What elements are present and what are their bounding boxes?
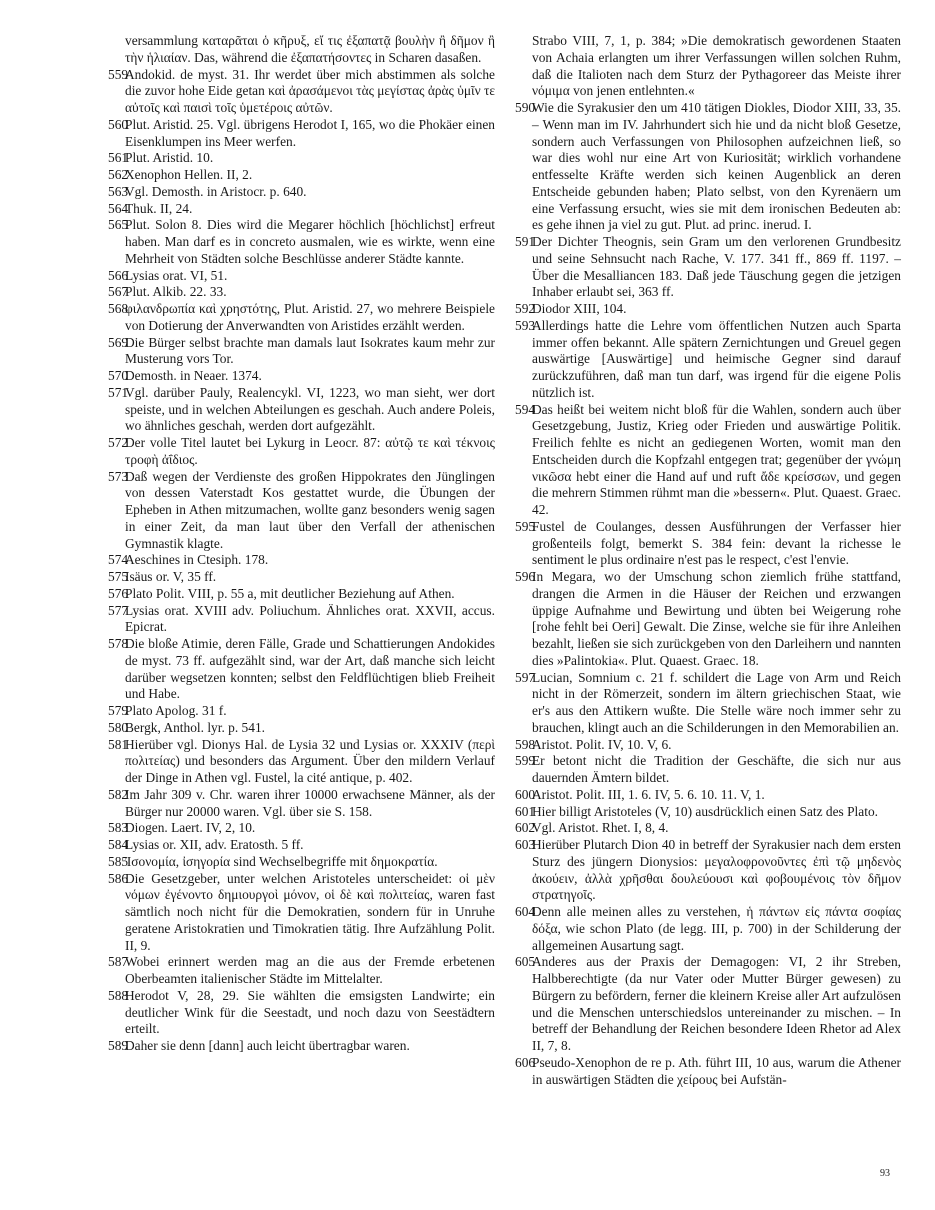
footnote-number: 590 xyxy=(515,100,536,115)
footnote-number: 561 xyxy=(108,150,129,166)
footnote-text: Daß wegen der Verdienste des großen Hippokrates den Jünglingen von dessen Vaterstadt Kos gestattet wurde, die Übungen der Epheben in Athen mitzumachen, wollte ganz besonders wenig sagen in einer Zeit, da man laut über den Verfall der athenischen Gymnastik klagte. xyxy=(125,468,495,551)
footnote-text: Die Gesetzgeber, unter welchen Aristoteles unterscheidet: οἱ μὲν νόμων ἐγένοντο δημιουργοὶ μόνον, οἱ δὲ καὶ πολιτείας, waren fast sämtlich noch nicht für die Demokratien, sondern für in Unruhe geratene Aristokratien und Timokratien tätig. Ihre Aufzählung Polit. II, 9. xyxy=(125,870,495,953)
footnote xyxy=(515,954,901,1055)
footnote-text: Hierüber vgl. Dionys Hal. de Lysia 32 und Lysias or. XXXIV (περὶ πολιτείας) und besonders das Argument. Über den mildern Verlauf der Dinge in Athen vgl. Fustel, la cité antique, p. 402. xyxy=(125,736,495,785)
footnote xyxy=(515,234,901,301)
footnote-column-left xyxy=(108,33,495,1055)
footnote-text: Xenophon Hellen. II, 2. xyxy=(125,167,253,182)
footnote-text: Bergk, Anthol. lyr. p. 541. xyxy=(125,719,265,735)
footnote xyxy=(515,737,901,754)
footnote-text: Wie die Syrakusier den um 410 tätigen Diokles, Diodor XIII, 33, 35. – Wenn man im IV. Jahrhundert sich hie und da nicht bloß Gesetze, sondern auch Verfassungen von Philosophen aufzeichnen ließ, so war dies wohl nur eine Art von Kuriosität; wirklich vorhandene entfesselte Kräfte werden sich keinen Augenblick an deren Entscheide gebunden haben; Plato selbst, von den Kyrenäern um eine Verfassung ersucht, wies sie mit dem ironischen Bedeuten ab: es gehe ihnen ja viel zu gut. Plut. ad princ. inerud. I. xyxy=(532,100,901,233)
footnote-text: Hier billigt Aristoteles (V, 10) ausdrücklich einen Satz des Plato. xyxy=(532,803,878,819)
footnote-text: Denn alle meinen alles zu verstehen, ἡ πάντων εἰς πάντα σοφίας δόξα, wie schon Plato (de legg. III, p. 700) in der Schilderung der allgemeinen Ausartung sagt. xyxy=(532,904,901,953)
footnote xyxy=(108,435,495,469)
footnote-number: 602 xyxy=(515,820,536,836)
footnote xyxy=(108,1038,495,1055)
footnote-text: Vgl. Aristot. Rhet. I, 8, 4. xyxy=(532,820,669,836)
footnote-number: 594 xyxy=(515,401,536,417)
footnote-number: 578 xyxy=(108,636,129,651)
footnote-text: Allerdings hatte die Lehre vom öffentlichen Nutzen auch Sparta immer offen bekannt. Alle spätern Zernichtungen und Greuel gegen auswärtige [Auswärtige] und heimische Gegner sind darauf zurückzuführen, daß man tun darf, was irgend für die eigene Polis nützlich ist. xyxy=(532,317,901,400)
footnote xyxy=(108,703,495,720)
footnote-number: 583 xyxy=(108,820,129,836)
footnote-number: 569 xyxy=(108,334,129,350)
footnote-number: 599 xyxy=(515,753,536,769)
footnote-number: 588 xyxy=(108,987,129,1003)
footnote xyxy=(108,820,495,837)
footnote-column-right xyxy=(515,33,901,1088)
footnote-number: 604 xyxy=(515,904,536,919)
footnote xyxy=(108,167,495,184)
footnote xyxy=(515,519,901,569)
footnote-number: 565 xyxy=(108,217,129,233)
footnote-text: Daher sie denn [dann] auch leicht übertragbar waren. xyxy=(125,1038,410,1053)
page-number: 93 xyxy=(880,1168,890,1179)
footnote-text: Lysias or. XII, adv. Eratosth. 5 ff. xyxy=(125,837,304,852)
footnote-text: Plut. Solon 8. Dies wird die Megarer höchlich [höchlichst] erfreut haben. Man darf es in concreto ausmalen, wie es wirkte, wenn eine Mehrheit von Städten solche Beschlüsse anderer Städte kannte. xyxy=(125,217,495,266)
footnote-number: 581 xyxy=(108,736,129,752)
footnote xyxy=(108,335,495,369)
footnote-text: Lysias orat. XVIII adv. Poliuchum. Ähnliches orat. XXVII, accus. Epicrat. xyxy=(125,602,495,635)
footnote-text: Andokid. de myst. 31. Ihr werdet über mich abstimmen als solche die zuvor hohe Eide getan καὶ ἀρασάμενοι τὰς μεγίστας ἀρὰς ὑμῖν τε αὐτοῖς καὶ παισὶ τοῖς ὑμετέροις αὐτῶν. xyxy=(125,66,496,115)
footnote xyxy=(515,837,901,904)
footnote-text: Plut. Alkib. 22. 33. xyxy=(125,284,227,300)
footnote-text: Die bloße Atimie, deren Fälle, Grade und Schattierungen Andokides de myst. 73 ff. aufgezählt sind, war der Art, daß manche sich leicht darüber wegsetzen konnten; selbst den Feldflüchtigen blieb Freiheit und Habe. xyxy=(125,636,495,702)
footnote-number: 564 xyxy=(108,200,129,216)
footnote xyxy=(108,737,495,787)
footnote xyxy=(108,469,495,553)
footnote xyxy=(108,552,495,569)
footnote-text: Die Bürger selbst brachte man damals laut Isokrates kaum mehr zur Musterung vors Tor. xyxy=(125,334,495,367)
footnote-text: Fustel de Coulanges, dessen Ausführungen der Verfasser hier großenteils folgt, bemerkt S. 384 fein: devant la richesse le sentiment le plus ordinaire n'est pas le respect, c'est l'envie. xyxy=(532,518,901,568)
footnote xyxy=(108,201,495,218)
footnote-continuation xyxy=(515,33,901,100)
footnote-number: 595 xyxy=(515,518,536,534)
footnote-number: 577 xyxy=(108,602,129,618)
footnote-number: 563 xyxy=(108,183,129,199)
footnote xyxy=(515,670,901,737)
footnote-text: Plato Apolog. 31 f. xyxy=(125,703,227,718)
footnote-text: Plato Polit. VIII, p. 55 a, mit deutlicher Beziehung auf Athen. xyxy=(125,585,455,601)
footnote-text: Vgl. darüber Pauly, Realencykl. VI, 1223, wo man sieht, wer dort speiste, und in welchen Abteilungen es geschah. Auch andere Poleis, wo ähnliches geschah, werden dort aufgezählt. xyxy=(125,384,495,434)
footnote-number: 567 xyxy=(108,284,129,300)
footnote-number: 603 xyxy=(515,837,536,852)
footnote xyxy=(515,301,901,318)
footnote-text: Plut. Aristid. 25. Vgl. übrigens Herodot I, 165, wo die Phokäer einen Eisenklumpen ins Meer werfen. xyxy=(125,116,495,149)
footnote xyxy=(108,636,495,703)
footnote xyxy=(108,787,495,821)
footnote-number: 560 xyxy=(108,116,129,132)
footnote-text: Aeschines in Ctesiph. 178. xyxy=(125,552,269,568)
footnote-number: 592 xyxy=(515,301,536,316)
footnote-number: 585 xyxy=(108,853,129,869)
footnote xyxy=(108,184,495,201)
footnote-text: In Megara, wo der Umschung schon ziemlich frühe stattfand, drangen die Armen in die Häuser der Reichen und erzwangen üppige Aufnahme und Bewirtung und übten bei Weigerung rohe [rohe fehlt bei Oeri] Gewalt. Die Zinse, welche sie für ihre Anleihen bezahlt, ließen sie sich zurückgeben von den Darleihern und nannten dies »Palintokia«. Plut. Quaest. Graec. 18. xyxy=(532,569,901,668)
footnote xyxy=(108,603,495,637)
footnote xyxy=(108,871,495,955)
footnote xyxy=(515,569,901,670)
footnote-text: Herodot V, 28, 29. Sie wählten die emsigsten Landwirte; ein deutlicher Wink für die Seestadt, und noch dazu von Seestädtern erteilt. xyxy=(125,987,495,1037)
footnote xyxy=(515,318,901,402)
footnote-text: Diogen. Laert. IV, 2, 10. xyxy=(125,820,256,836)
footnote-number: 572 xyxy=(108,435,129,450)
footnote xyxy=(108,954,495,988)
footnote xyxy=(108,988,495,1038)
footnote-text: Das heißt bei weitem nicht bloß für die Wahlen, sondern auch über Gesetzgebung, Justiz, Krieg oder Frieden und auswärtige Politik. Freilich fehlte es nicht an gediegenen Worten, womit man den Entscheiden durch die Kopfzahl entgegen trat; gegenüber der γνώμη νικῶσα hebt einer die Hand auf und ruft ἄδε κρείσσων, und gegen die mehrern Stimmen rühmt man die »bessern«. Plut. Quaest. Graec. 42. xyxy=(532,401,901,517)
footnote-text: φιλανδρωπία καὶ χρηστότης, Plut. Aristid. 27, wo mehrere Beispiele von Dotierung der Anverwandten von Aristides erzählt werden. xyxy=(125,301,495,333)
footnote-text: Der volle Titel lautet bei Lykurg in Leocr. 87: αὐτῷ τε καὶ τέκνοις τροφὴ ἀΐδιος. xyxy=(125,435,495,467)
footnote-text: Anderes aus der Praxis der Demagogen: VI, 2 ihr Streben, Halbberechtigte (da nur Vater oder Mutter Bürger gewesen) zu Bürgern zu befördern, ferner die kleinern Kreise aller Art aufzulösen und die Menschen unterschiedslos untereinander zu mischen. – In betreff der Behandlung der Reichen besondere Ideen Rhetor ad Alex II, 7, 8. xyxy=(532,954,901,1053)
footnote-text: Pseudo-Xenophon de re p. Ath. führt III, 10 aus, warum die Athener in auswärtigen Städten die χείρους bei Aufstän- xyxy=(532,1054,901,1087)
footnote-number: 574 xyxy=(108,552,129,568)
footnote xyxy=(108,284,495,301)
footnote-text: Im Jahr 309 v. Chr. waren ihrer 10000 erwachsene Männer, als der Bürger nur 20000 waren. Vgl. über sie S. 158. xyxy=(125,786,495,819)
footnote-text: Hierüber Plutarch Dion 40 in betreff der Syrakusier nach dem ersten Sturz des jüngern Dionysios: μεγαλοφρονοῦντες ἐπὶ τῷ μηδενὸς ἀκούειν, ἀλλὰ χρῆσθαι δουλεύουσι καὶ φοβουμένοις τὸν δῆμον στρατηγοῖς. xyxy=(532,837,901,903)
footnote-number: 600 xyxy=(515,786,536,802)
footnote-number: 559 xyxy=(108,66,129,82)
footnote-number: 601 xyxy=(515,803,536,819)
footnote-number: 605 xyxy=(515,954,536,970)
footnote xyxy=(515,100,901,234)
footnote-number: 606 xyxy=(515,1054,536,1070)
footnote-text: Aristot. Polit. IV, 10. V, 6. xyxy=(532,736,672,752)
footnote xyxy=(515,787,901,804)
footnote-number: 575 xyxy=(108,569,129,584)
footnote xyxy=(108,586,495,603)
footnote xyxy=(108,368,495,385)
footnote-number: 562 xyxy=(108,167,129,182)
footnote-number: 582 xyxy=(108,786,129,802)
footnote xyxy=(515,1055,901,1089)
footnote-number: 593 xyxy=(515,317,536,333)
footnote-number: 579 xyxy=(108,703,129,718)
footnote-number: 584 xyxy=(108,837,129,852)
footnote xyxy=(108,720,495,737)
footnote-number: 568 xyxy=(108,301,129,316)
footnote xyxy=(108,268,495,285)
footnote xyxy=(515,753,901,787)
footnote xyxy=(515,402,901,519)
footnote-number: 571 xyxy=(108,384,129,400)
footnote-number: 591 xyxy=(515,234,536,249)
footnote-number: 596 xyxy=(515,569,536,584)
footnote-number: 597 xyxy=(515,669,536,685)
footnote-text: Lysias orat. VI, 51. xyxy=(125,267,228,283)
footnote xyxy=(108,67,495,117)
footnote xyxy=(108,837,495,854)
footnote xyxy=(515,820,901,837)
footnote xyxy=(515,804,901,821)
footnote-number: 589 xyxy=(108,1038,129,1053)
footnote xyxy=(515,904,901,954)
footnote xyxy=(108,569,495,586)
footnote-text: Diodor XIII, 104. xyxy=(532,301,627,316)
footnote-text: Strabo VIII, 7, 1, p. 384; »Die demokratisch gewordenen Staaten von Achaia erlangten um ihrer Verfassungen willen solchen Ruhm, daß die Italioten nach dem Sturz der Pythagoreer das Meiste ihrer νόμιμα von jenen entlehnten.« xyxy=(532,33,901,99)
footnote xyxy=(108,150,495,167)
footnote-text: Isäus or. V, 35 ff. xyxy=(125,569,217,584)
footnote-text: Wobei erinnert werden mag an die aus der Fremde erbetenen Oberbeamten italienischer Städte im Mittelalter. xyxy=(125,954,495,986)
footnote xyxy=(108,385,495,435)
footnote-text: versammlung καταρᾶται ὁ κῆρυξ, εἴ τις ἐξαπατᾷ βουλὴν ἢ δῆμον ἢ τὴν ἡλιαίαν. Das, während die ἐξαπατήσοντες in Scharen dasaßen. xyxy=(125,33,495,65)
footnote-text: Er betont nicht die Tradition der Geschäfte, die sich nur aus dauernden Ämtern bildet. xyxy=(532,753,901,785)
footnote-number: 566 xyxy=(108,267,129,283)
footnote-continuation xyxy=(108,33,495,67)
footnote-number: 573 xyxy=(108,468,129,484)
footnote-text: Der Dichter Theognis, sein Gram um den verlorenen Grundbesitz und seine Sehnsucht nach Rache, V. 177. 341 ff., 869 ff. 1197. – Über die Mesalliancen 183. Daß jede Täuschung gegen die jetzigen Inhaber erlaubt sei, 363 ff. xyxy=(532,234,901,300)
footnote-number: 570 xyxy=(108,368,129,383)
footnote-number: 586 xyxy=(108,870,129,886)
footnote-text: Demosth. in Neaer. 1374. xyxy=(125,368,262,383)
footnote-text: Ἰσονομία, ἰσηγορία sind Wechselbegriffe mit δημοκρατία. xyxy=(125,853,438,869)
footnote-number: 576 xyxy=(108,585,129,601)
footnote xyxy=(108,854,495,871)
footnote-number: 598 xyxy=(515,736,536,752)
footnote-text: Lucian, Somnium c. 21 f. schildert die Lage von Arm und Reich nicht in der Römerzeit, sondern im ältern griechischen Staat, wie er's aus den Attikern wußte. Die Stelle wäre noch immer sehr zu brauchen, klingt auch an die Schilderungen in den Memorabilien an. xyxy=(532,669,901,735)
footnote-text: Vgl. Demosth. in Aristocr. p. 640. xyxy=(125,183,307,199)
footnote-text: Plut. Aristid. 10. xyxy=(125,150,214,166)
footnote-text: Aristot. Polit. III, 1. 6. IV, 5. 6. 10. 11. V, 1. xyxy=(532,786,765,802)
footnote xyxy=(108,117,495,151)
footnote-number: 580 xyxy=(108,719,129,735)
footnote-text: Thuk. II, 24. xyxy=(125,200,193,216)
footnote xyxy=(108,217,495,267)
footnote xyxy=(108,301,495,335)
footnote-number: 587 xyxy=(108,954,129,970)
